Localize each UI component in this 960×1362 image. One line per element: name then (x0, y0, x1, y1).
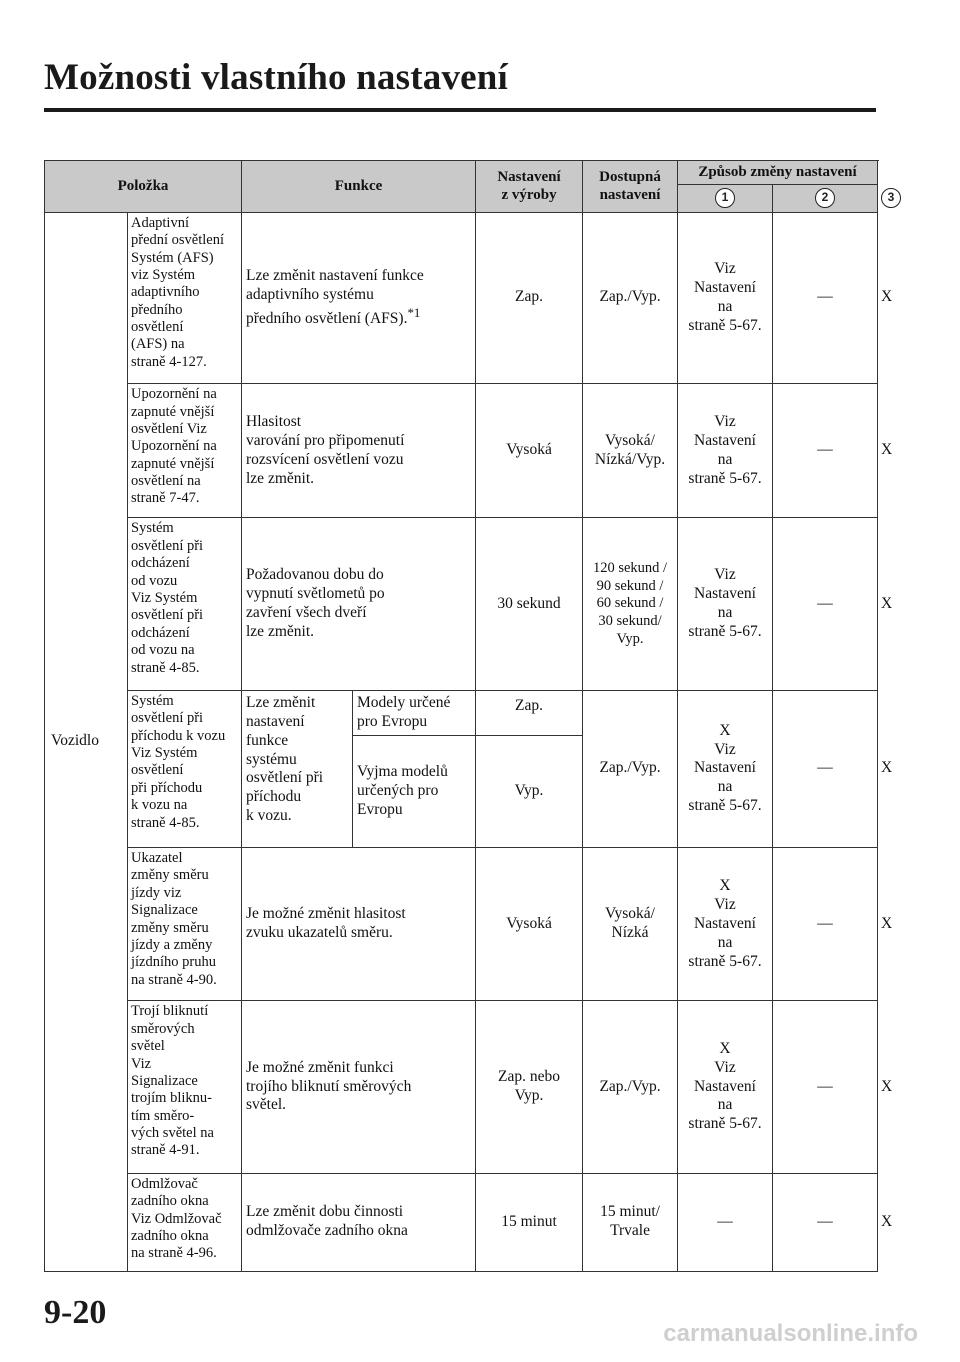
row-available-settings: Zap./Vyp. (583, 212, 678, 383)
row-function: Je možné změnit hlasitost zvuku ukazatelů směru. (242, 847, 476, 1000)
footnote-marker: *1 (407, 304, 421, 320)
row-item: Ukazatel změny směru jízdy viz Signalizace změny směru jízdy a změny jízdního pruhu na straně 4-90. (128, 847, 242, 1000)
row-function: Lze změnit nastavení funkce systému osvětlení při příchodu k vozu. (242, 690, 353, 847)
row-method-1: Viz Nastavení na straně 5-67. (678, 384, 773, 518)
row-factory-setting: Vysoká (476, 384, 583, 518)
row-method-2: — (773, 1001, 878, 1173)
page-title: Možnosti vlastního nastavení (44, 57, 509, 98)
row-function: Lze změnit nastavení funkce adaptivního systému předního osvětlení (AFS).$^{*1}$ (242, 212, 476, 383)
row-available-settings: Zap./Vyp. (583, 690, 678, 847)
row-item: Odmlžovač zadního okna Viz Odmlžovač zadního okna na straně 4-96. (128, 1173, 242, 1271)
watermark: carmanualsonline.info (663, 1320, 918, 1347)
group-label: Vozidlo (45, 212, 128, 1271)
row-method-1: — (678, 1173, 773, 1271)
header-zpusob-zmeny: Způsob změny nastavení (678, 161, 878, 185)
row-item: Adaptivní přední osvětlení Systém (AFS) viz Systém adaptivního předního osvětlení (AFS) na straně 4-127. (128, 212, 242, 383)
row-method-2: — (773, 1173, 878, 1271)
row-function: Lze změnit dobu činnosti odmlžovače zadního okna (242, 1173, 476, 1271)
method-number-1: 1 (715, 188, 735, 208)
row-method-1: Viz Nastavení na straně 5-67. (678, 212, 773, 383)
row-factory-setting-other: Vyp. (476, 735, 583, 847)
table-row: Odmlžovač zadního okna Viz Odmlžovač zadního okna na straně 4-96. Lze změnit dobu činnosti odmlžovače zadního okna 15 minut 15 minut/ Trvale — — X (45, 1173, 878, 1271)
table-row: Vozidlo Adaptivní přední osvětlení Systém (AFS) viz Systém adaptivního předního osvětlení (AFS) na straně 4-127. Lze změnit nastavení funkce adaptivního systému předního osvětlení (AFS).$^{*1}$ Zap. Zap./Vyp. Viz Nastavení na straně 5-67. — X (45, 212, 878, 383)
row-available-settings: 120 sekund / 90 sekund / 60 sekund / 30 sekund/ Vyp. (583, 518, 678, 690)
row-available-settings: Zap./Vyp. (583, 1001, 678, 1173)
header-funkce: Funkce (242, 161, 476, 213)
settings-table (44, 160, 895, 1272)
table-row: Trojí bliknutí směrových světel Viz Signalizace trojím bliknu- tím směro- vých světel na straně 4-91. Je možné změnit funkci trojího bliknutí směrových světel. Zap. nebo Vyp. Zap./Vyp. X Viz Nastavení na straně 5-67. — X (45, 1001, 878, 1173)
table-row: Ukazatel změny směru jízdy viz Signalizace změny směru jízdy a změny jízdního pruhu na straně 4-90. Je možné změnit hlasitost zvuku ukazatelů směru. Vysoká Vysoká/ Nízká X Viz Nastavení na straně 5-67. — X (45, 847, 878, 1000)
row-available-settings: 15 minut/ Trvale (583, 1173, 678, 1271)
row-function: Je možné změnit funkci trojího bliknutí směrových světel. (242, 1001, 476, 1173)
row-method-1: X Viz Nastavení na straně 5-67. (678, 847, 773, 1000)
row-item: Upozornění na zapnuté vnější osvětlení Viz Upozornění na zapnuté vnější osvětlení na straně 7-47. (128, 384, 242, 518)
title-rule (44, 108, 876, 112)
header-polozka: Položka (45, 161, 242, 213)
row-method-2: — (773, 690, 878, 847)
row-variant-label-other: Vyjma modelů určených pro Evropu (353, 735, 476, 847)
header-dostupna-nastaveni: Dostupná nastavení (583, 161, 678, 213)
row-variant-label-europe: Modely určené pro Evropu (353, 690, 476, 735)
row-method-1: Viz Nastavení na straně 5-67. (678, 518, 773, 690)
table-row: Systém osvětlení při odcházení od vozu Viz Systém osvětlení při odcházení od vozu na straně 4-85. Požadovanou dobu do vypnutí světlometů po zavření všech dveří lze změnit. 30 sekund 120 sekund / 90 sekund / 60 sekund / 30 sekund/ Vyp. Viz Nastavení na straně 5-67. — X (45, 518, 878, 690)
row-available-settings: Vysoká/ Nízká/Vyp. (583, 384, 678, 518)
table-row: Systém osvětlení při příchodu k vozu Viz Systém osvětlení při příchodu k vozu na straně 4-85. Lze změnit nastavení funkce systému osvětlení při příchodu k vozu. Modely určené pro Evropu Zap. Zap./Vyp. X Viz Nastavení na straně 5-67. — X (45, 690, 878, 735)
row-factory-setting: Zap. (476, 212, 583, 383)
row-factory-setting: Zap. nebo Vyp. (476, 1001, 583, 1173)
header-method-1 (678, 184, 773, 212)
row-item: Systém osvětlení při příchodu k vozu Viz Systém osvětlení při příchodu k vozu na straně 4-85. (128, 690, 242, 847)
row-function: Hlasitost varování pro připomenutí rozsvícení osvětlení vozu lze změnit. (242, 384, 476, 518)
row-method-2: — (773, 384, 878, 518)
row-item: Trojí bliknutí směrových světel Viz Signalizace trojím bliknu- tím směro- vých světel na straně 4-91. (128, 1001, 242, 1173)
row-method-2: — (773, 518, 878, 690)
page-number: 9-20 (44, 1294, 107, 1331)
row-function: Požadovanou dobu do vypnutí světlometů po zavření všech dveří lze změnit. (242, 518, 476, 690)
header-method-2 (773, 184, 878, 212)
table-row: Upozornění na zapnuté vnější osvětlení Viz Upozornění na zapnuté vnější osvětlení na straně 7-47. Hlasitost varování pro připomenutí rozsvícení osvětlení vozu lze změnit. Vysoká Vysoká/ Nízká/Vyp. Viz Nastavení na straně 5-67. — X (45, 384, 878, 518)
row-factory-setting: Vysoká (476, 847, 583, 1000)
row-item: Systém osvětlení při odcházení od vozu Viz Systém osvětlení při odcházení od vozu na straně 4-85. (128, 518, 242, 690)
method-number-2: 2 (815, 188, 835, 208)
row-method-2: — (773, 212, 878, 383)
row-factory-setting-europe: Zap. (476, 690, 583, 735)
header-nastaveni-z-vyroby: Nastavení z výroby (476, 161, 583, 213)
row-method-2: — (773, 847, 878, 1000)
row-method-1: X Viz Nastavení na straně 5-67. (678, 690, 773, 847)
row-factory-setting: 30 sekund (476, 518, 583, 690)
row-available-settings: Vysoká/ Nízká (583, 847, 678, 1000)
row-method-1: X Viz Nastavení na straně 5-67. (678, 1001, 773, 1173)
row-factory-setting: 15 minut (476, 1173, 583, 1271)
method-number-3: 3 (881, 188, 901, 208)
